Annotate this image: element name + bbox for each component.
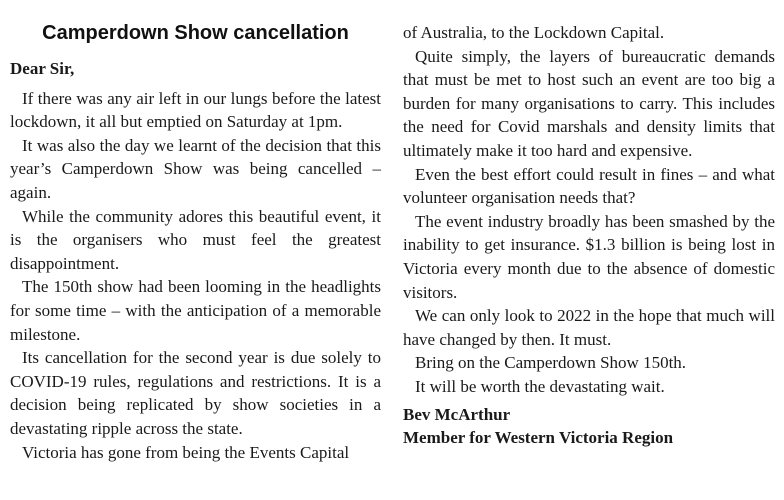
left-column <box>10 0 381 464</box>
paragraph: While the community adores this beautiful event, it is the organisers who must feel the greatest disappointment. <box>10 206 381 273</box>
paragraph: The event industry broadly has been smashed by the inability to get insurance. $1.3 billion is being lost in Victoria every month due to the absence of domestic visitors. <box>403 211 775 302</box>
right-column <box>403 21 775 450</box>
paragraph: Even the best effort could result in fines – and what volunteer organisation needs that? <box>403 164 775 208</box>
paragraph: Quite simply, the layers of bureaucratic demands that must be met to host such an event are too big a burden for many organisations to carry. This includes the need for Covid marshals and density limits that ultimately make it too hard and expensive. <box>403 46 775 160</box>
paragraph: It was also the day we learnt of the decision that this year’s Camperdown Show was being cancelled – again. <box>10 135 381 202</box>
signature-title: Member for Western Victoria Region <box>403 428 674 448</box>
paragraph: of Australia, to the Lockdown Capital. <box>403 23 665 42</box>
paragraph: If there was any air left in our lungs before the latest lockdown, it all but emptied on Saturday at 1pm. <box>10 88 381 132</box>
signature-name: Bev McArthur <box>403 404 511 424</box>
paragraph: Victoria has gone from being the Events Capital <box>22 442 350 462</box>
headline: Camperdown Show cancellation <box>42 22 349 44</box>
paragraph: Its cancellation for the second year is due solely to COVID-19 rules, regulations and restrictions. It is a decision being replicated by show societies in a devastating ripple across the state. <box>10 348 381 438</box>
paragraph: It will be worth the devastating wait. <box>415 376 665 396</box>
paragraph: We can only look to 2022 in the hope that much will have changed by then. It must. <box>403 306 775 349</box>
salutation: Dear Sir, <box>10 59 75 78</box>
paragraph: The 150th show had been looming in the headlights for some time – with the anticipation of a memorable milestone. <box>10 277 381 344</box>
paragraph: Bring on the Camperdown Show 150th. <box>415 353 687 373</box>
